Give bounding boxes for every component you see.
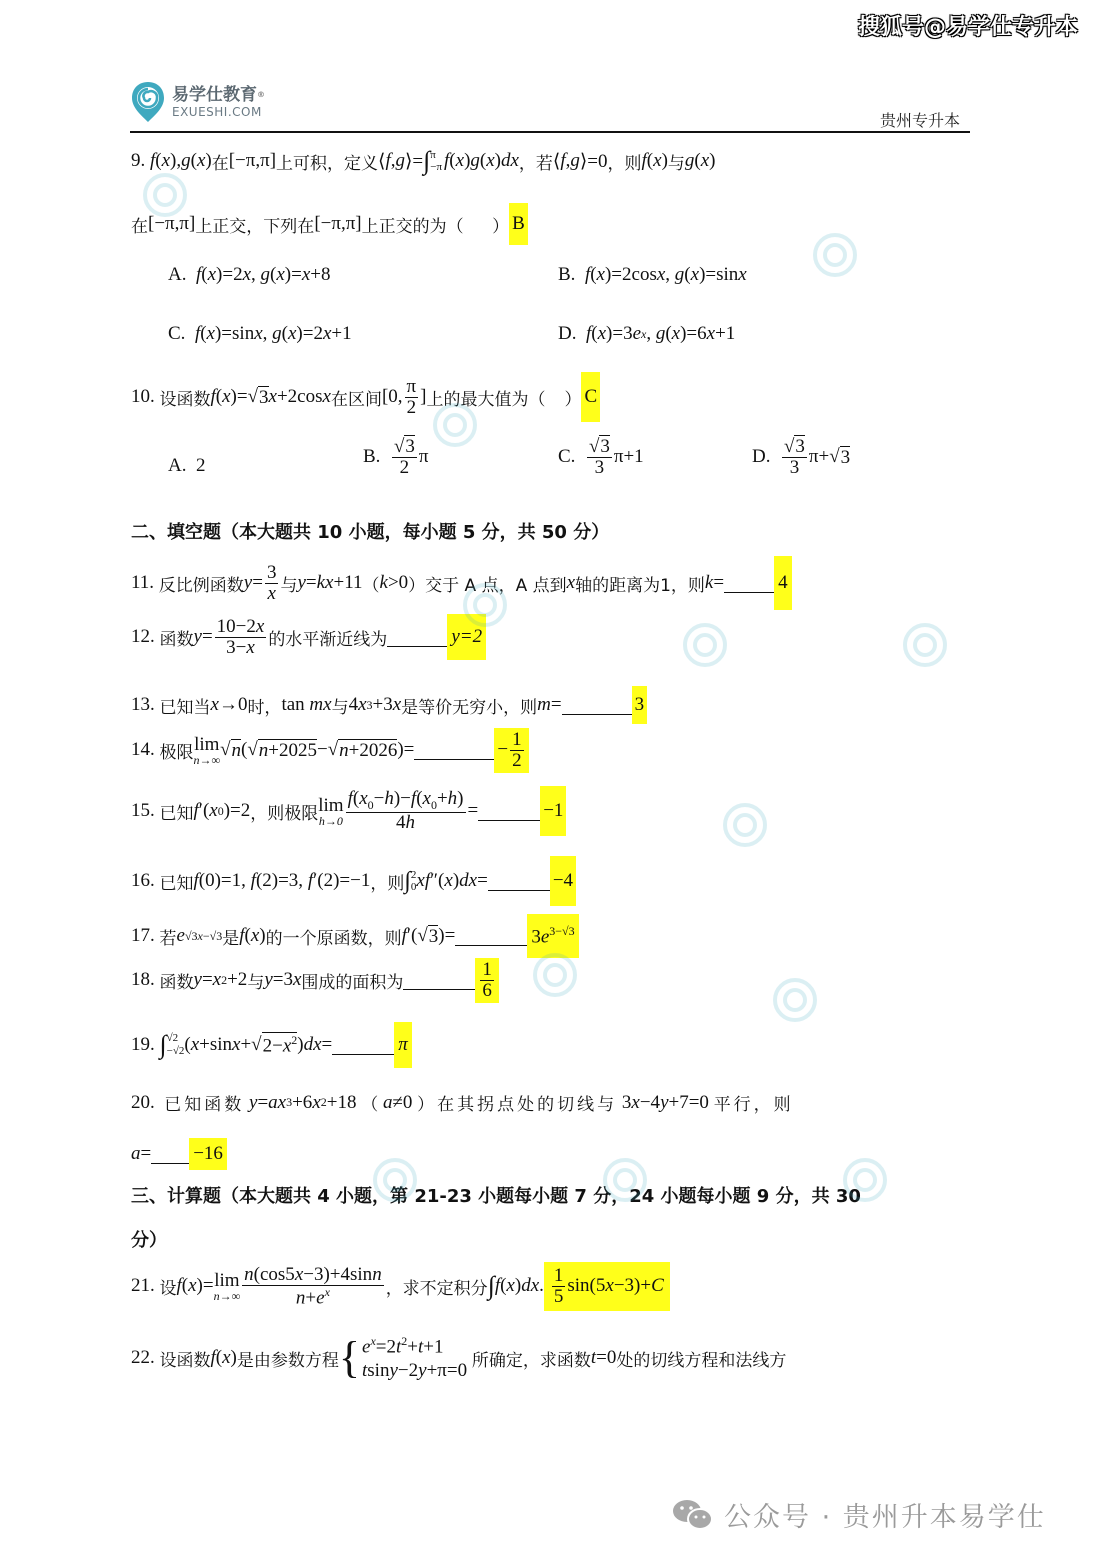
text: ，则极限 — [250, 803, 319, 824]
answer-blank[interactable] — [387, 628, 447, 647]
text: 与 — [280, 575, 298, 596]
question-9-line1: 9. f ( x ), g ( x ) 在 [−π,π] 上可积，定义 ⟨ f , g ⟩= ∫ π −π f ( x ) g ( x ) dx ，若 ⟨ f , g ⟩=0 ，则 f ( x ) 与 g ( x ) — [131, 146, 716, 175]
text: 已知函数 — [164, 1095, 245, 1115]
section-2-heading: 二、填空题（本大题共 10 小题，每小题 5 分，共 50 分） — [131, 522, 610, 543]
question-number: 14. — [131, 739, 155, 761]
question-number: 10. — [131, 386, 155, 407]
text: ） — [492, 216, 510, 237]
section-3-heading-cont: 分） — [131, 1230, 167, 1251]
registered-mark: ® — [257, 90, 265, 99]
question-21: 21. 设 f ( x )= lim n→∞ $\frac{n(\cos 5x-3)+4\sin n}{n+e^x}$ ，求不定积分 ∫ f ( x ) dx . $\frac{1}{5}$ sin(5 x −3)+ C — [131, 1262, 670, 1311]
answer-highlight: −4 — [550, 856, 576, 906]
text: 若 — [159, 928, 177, 949]
text: 设函数 — [159, 1350, 211, 1371]
answer-highlight: −16 — [189, 1138, 227, 1170]
text: 是等价无穷小，则 — [401, 697, 538, 718]
question-22: 22. 设函数 f ( x ) 是由参数方程 { $e^x=2t^2+t+1$ tsiny−2y+π=0 所确定，求函数 t =0 处的切线方程和法线方 — [131, 1333, 787, 1383]
option-label: D. — [752, 446, 771, 468]
question-20-line1: 20. 已知函数 y = ax 3 +6 x 2 +18 （ a ≠0 ）在其拐点处的切线与 3 x −4 y +7=0 平行，则 — [131, 1091, 794, 1115]
text: 设 — [159, 1278, 177, 1299]
text: 与 — [667, 153, 685, 174]
text: 反比例函数 — [158, 575, 244, 596]
question-19: 19. ∫ √2 −√2 ( x +sin x +√ $2-x^2$ ) dx = π — [131, 1022, 412, 1068]
watermark-logo-icon — [140, 170, 190, 220]
question-11: 11. 反比例函数 y = $\frac{3}{x}$ 与 y = kx +11 （ k >0 ）交于 A 点，A 点到 x 轴的距离为1，则 k = 4 — [131, 556, 792, 610]
section-3-heading: 三、计算题（本大题共 4 小题，第 21-23 小题每小题 7 分，24 小题每小题 9 分，共 30 — [131, 1186, 861, 1207]
question-14: 14. 极限 lim n→∞ √ n (√ n+2025 −√ n+2026 )= − $\frac{1}{2}$ — [131, 728, 529, 773]
exueshi-logo — [130, 80, 265, 124]
answer-blank[interactable] — [724, 574, 774, 593]
question-16: 16. 已知 f (0)=1, f (2)=3, f ′(2)=−1 ，则 ∫ 2 0 xf ″( x ) dx = −4 — [131, 856, 576, 906]
option-label: A. — [168, 264, 187, 285]
sohu-watermark: 搜狐号@易学仕专升本 — [857, 15, 1078, 40]
watermark-logo-icon — [840, 1155, 890, 1205]
footer-text: 公众号 · 贵州升本易学仕 — [724, 1502, 1046, 1533]
answer-blank[interactable] — [488, 872, 550, 891]
text: ） — [564, 389, 582, 410]
text: ，若 — [518, 153, 553, 174]
answer-blank[interactable] — [332, 1036, 394, 1055]
logo-en-text: EXUESHI.COM — [172, 105, 262, 119]
logo-cn-text: 易学仕教育 — [172, 85, 257, 105]
answer-highlight: − $\frac{1}{2}$ — [494, 728, 528, 773]
text: 是由参数方程 — [236, 1350, 339, 1371]
text: 函数 — [159, 972, 194, 993]
text: 在 — [211, 153, 229, 174]
text: 是 — [222, 928, 240, 949]
question-number: 17. — [131, 925, 155, 947]
answer-highlight: −1 — [540, 786, 566, 836]
question-number: 20. — [131, 1091, 155, 1113]
watermark-logo-icon — [530, 950, 580, 1000]
question-number: 13. — [131, 694, 155, 715]
question-9-line2: 在 [−π,π] 上正交，下列在 [−π,π] 上正交的为（ ） B — [131, 203, 528, 245]
text: 轴的距离为1，则 — [575, 575, 705, 596]
option-c: C. $\frac{√3}{3}$ π+1 — [558, 436, 644, 478]
text: 时， — [247, 697, 282, 718]
answer-highlight: 4 — [774, 556, 792, 610]
question-number: 18. — [131, 969, 155, 991]
text: 上正交，下列在 — [195, 216, 315, 237]
wechat-footer — [672, 1495, 1046, 1534]
text: 所确定，求函数 — [471, 1350, 591, 1371]
question-number: 19. — [131, 1034, 155, 1055]
answer-highlight: $\frac{1}{5}$ sin(5 x −3)+ C — [544, 1262, 670, 1311]
text: 处的切线方程和法线方 — [616, 1350, 787, 1371]
question-number: 22. — [131, 1347, 155, 1369]
answer-blank[interactable] — [478, 802, 540, 821]
text: （ — [362, 575, 380, 596]
answer-highlight: π — [394, 1022, 412, 1068]
text: ，则 — [607, 153, 642, 174]
text: 平行，则 — [713, 1095, 794, 1115]
header-divider — [130, 131, 970, 133]
header-region-label: 贵州专升本 — [880, 111, 961, 130]
text: 围成的面积为 — [301, 972, 404, 993]
question-number: 21. — [131, 1275, 155, 1297]
text: 上可积，定义 — [276, 153, 379, 174]
answer-blank[interactable] — [414, 741, 494, 760]
watermark-logo-icon — [900, 620, 950, 670]
option-label: C. — [558, 446, 576, 468]
question-number: 9. — [131, 150, 146, 171]
question-18: 18. 函数 y = x 2 +2 与 y =3 x 围成的面积为 $\frac{1}{6}$ — [131, 958, 499, 1003]
watermark-logo-icon — [770, 975, 820, 1025]
text: （ — [361, 1095, 379, 1115]
question-number: 16. — [131, 870, 155, 891]
option-b: B. $\frac{√3}{2}$ π — [363, 436, 429, 478]
wechat-icon — [672, 1498, 714, 1532]
text: 设函数 — [159, 389, 211, 410]
question-number: 15. — [131, 800, 155, 821]
text: 极限 — [159, 742, 194, 763]
question-number: 12. — [131, 626, 155, 647]
text: 已知当 — [159, 697, 211, 718]
answer-highlight: y=2 — [447, 614, 486, 660]
option-label: B. — [558, 264, 576, 285]
text: ）在其拐点处的切线与 — [417, 1095, 618, 1115]
answer-blank[interactable] — [455, 927, 527, 946]
watermark-logo-icon — [430, 400, 480, 450]
answer-blank[interactable] — [403, 971, 475, 990]
text: ，求不定积分 — [385, 1278, 488, 1299]
watermark-logo-icon — [680, 620, 730, 670]
answer-highlight: 3 — [632, 686, 648, 724]
option-label: D. — [558, 323, 577, 344]
text: 已知 — [159, 803, 194, 824]
question-17: 17. 若 e √3x−√3 是 f ( x ) 的一个原函数，则 f ′(√ 3 )= $3e^{3-√3}$ — [131, 914, 579, 958]
answer-highlight: C — [581, 372, 600, 422]
text: 上的最大值为（ — [426, 389, 546, 410]
answer-blank[interactable] — [562, 696, 632, 715]
question-number: 11. — [131, 572, 155, 593]
watermark-logo-icon — [600, 1155, 650, 1205]
text: 函数 — [159, 629, 194, 650]
spiral-pin-logo-icon — [130, 80, 166, 124]
question-10: 10. 设函数 f ( x )=√ 3 x +2cos x 在区间 [0, $\frac{\pi}{2}$ ] 上的最大值为（ ） C — [131, 372, 600, 422]
answer-highlight: B — [509, 203, 528, 245]
option-c: C. f ( x )=sin x , g ( x )=2 x +1 — [168, 323, 352, 344]
text: 在区间 — [330, 389, 382, 410]
watermark-logo-icon — [720, 800, 770, 850]
answer-highlight: $3e^{3-√3}$ — [527, 914, 578, 958]
option-label: C. — [168, 323, 186, 344]
answer-blank[interactable] — [151, 1145, 189, 1164]
question-13: 13. 已知当 x →0 时， tan mx 与 4 x 3 +3 x 是等价无穷小，则 m = 3 — [131, 686, 647, 724]
text: 的水平渐近线为 — [268, 629, 388, 650]
text: 与 — [247, 972, 265, 993]
option-a: A. 2 — [168, 455, 206, 476]
option-a: A. f ( x )=2 x , g ( x )= x +8 — [168, 264, 331, 285]
watermark-logo-icon — [810, 230, 860, 280]
question-15: 15. 已知 f ′( x 0 )=2 ，则极限 lim h→0 $\frac{f(x_0-h)-f(x_0+h)}{4h}$ = −1 — [131, 786, 566, 836]
option-d: D. f ( x )=3 e x , g ( x )=6 x +1 — [558, 323, 736, 344]
question-20-line2: a = −16 — [131, 1138, 227, 1170]
option-label: A. — [168, 455, 187, 476]
text: 的一个原函数，则 — [265, 928, 402, 949]
text: 上正交的为（ — [361, 216, 464, 237]
question-12: 12. 函数 y = $\frac{10-2x}{3-x}$ 的水平渐近线为 y=2 — [131, 614, 486, 660]
answer-highlight: $\frac{1}{6}$ — [475, 958, 499, 1003]
text: 与 — [331, 697, 349, 718]
option-d: D. $\frac{√3}{3}$ π+√ 3 — [752, 436, 851, 478]
option-label: B. — [363, 446, 381, 468]
text: ）交于 A 点，A 点到 — [408, 575, 567, 596]
text: 已知 — [159, 873, 194, 894]
option-b: B. f ( x )=2cos x , g ( x )=sin x — [558, 264, 747, 285]
watermark-logo-icon — [460, 580, 510, 630]
text: ，则 — [370, 873, 405, 894]
watermark-logo-icon — [370, 1155, 420, 1205]
text: 在 — [131, 216, 148, 237]
